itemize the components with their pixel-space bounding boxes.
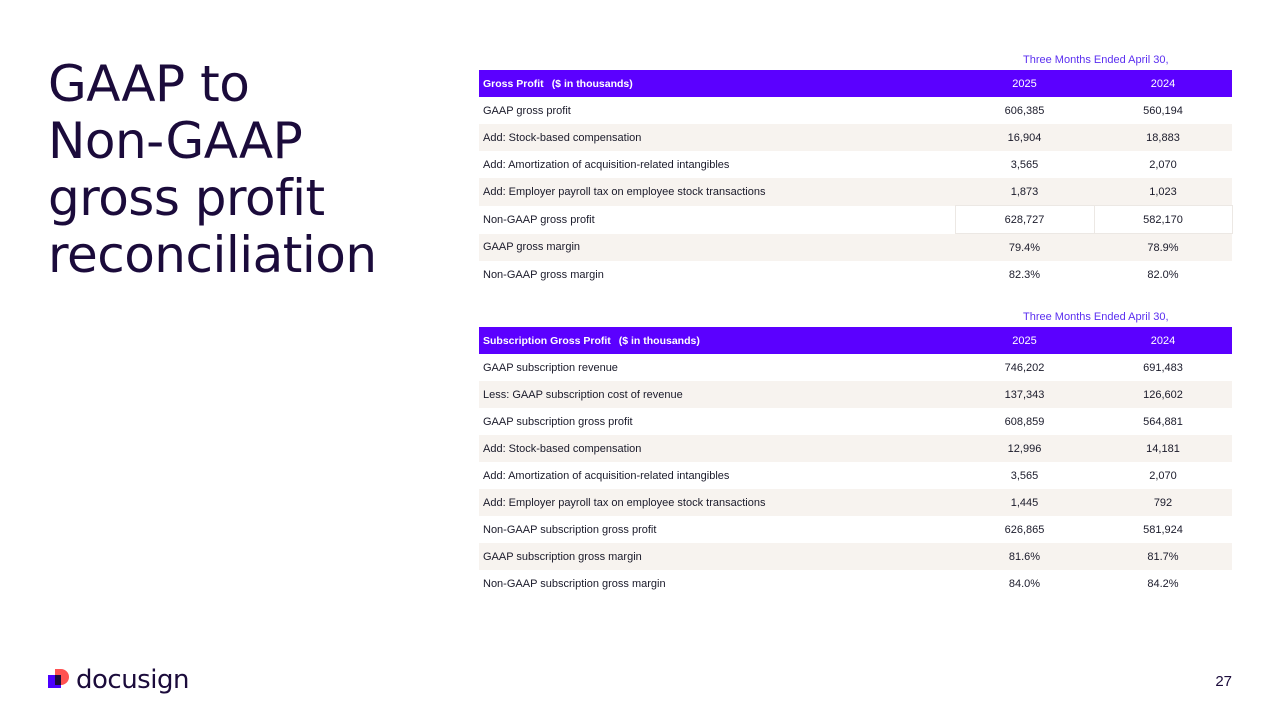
title-line: reconciliation <box>48 226 377 284</box>
row-label: Add: Employer payroll tax on employee stock transactions <box>479 489 955 516</box>
brand-name: docusign <box>76 665 189 695</box>
row-value-2024: 581,924 <box>1143 523 1183 536</box>
header-title: Gross Profit <box>483 77 544 90</box>
row-value-2025: 3,565 <box>1010 158 1039 171</box>
table-row <box>479 234 1232 262</box>
gross-profit-table <box>479 70 1233 288</box>
row-value-2025: 628,727 <box>955 206 1094 234</box>
row-value-2025: 746,202 <box>1004 361 1045 374</box>
table-row <box>479 462 1232 489</box>
table-row <box>479 206 1232 234</box>
row-label: GAAP subscription gross margin <box>479 543 955 570</box>
row-value-2025: 81.6% <box>955 543 1094 570</box>
row-value-2025: 1,445 <box>955 489 1094 516</box>
table-row <box>479 354 1232 381</box>
row-value-2025: 16,904 <box>955 124 1094 151</box>
period-label: Three Months Ended April 30, <box>1023 311 1169 323</box>
table-row <box>479 516 1232 543</box>
row-label: GAAP gross profit <box>483 104 571 117</box>
column-header-2025: 2025 <box>955 327 1094 354</box>
header-unit: ($ in thousands) <box>618 334 700 347</box>
subscription-gross-profit-table-section <box>479 307 1232 597</box>
row-label: Add: Amortization of acquisition-related intangibles <box>483 158 730 171</box>
table-header-label <box>479 70 955 97</box>
row-label: Less: GAAP subscription cost of revenue <box>479 381 955 408</box>
table-row <box>479 435 1232 462</box>
table-header-row <box>479 327 1232 354</box>
table-row <box>479 408 1232 435</box>
row-value-2024: 81.7% <box>1094 543 1232 570</box>
row-value-2024: 582,170 <box>1094 206 1232 234</box>
row-value-2024: 84.2% <box>1147 577 1179 590</box>
slide-title <box>48 56 377 284</box>
row-value-2024: 2,070 <box>1149 158 1177 171</box>
title-line: gross profit <box>48 169 325 227</box>
row-value-2025: 606,385 <box>1004 104 1045 117</box>
row-label: Non-GAAP subscription gross profit <box>483 523 657 536</box>
header-unit: ($ in thousands) <box>551 77 633 90</box>
row-label: Add: Amortization of acquisition-related intangibles <box>483 469 730 482</box>
row-label: Add: Employer payroll tax on employee stock transactions <box>479 178 955 206</box>
column-header-2024: 2024 <box>1094 70 1232 97</box>
header-title: Subscription Gross Profit <box>483 334 611 347</box>
row-value-2024: 792 <box>1094 489 1232 516</box>
row-value-2025: 608,859 <box>1004 415 1045 428</box>
row-label: Non-GAAP gross profit <box>483 213 595 226</box>
row-label: Non-GAAP subscription gross margin <box>483 577 666 590</box>
row-value-2024: 2,070 <box>1149 469 1177 482</box>
title-line: Non-GAAP <box>48 112 303 170</box>
row-value-2024: 560,194 <box>1143 104 1183 117</box>
row-label: GAAP gross margin <box>479 234 955 262</box>
row-value-2025: 1,873 <box>955 178 1094 206</box>
title-line: GAAP to <box>48 55 250 113</box>
subscription-gross-profit-table <box>479 327 1232 597</box>
table-row <box>479 381 1232 408</box>
row-value-2024: 126,602 <box>1094 381 1232 408</box>
row-value-2025: 137,343 <box>955 381 1094 408</box>
row-value-2025: 79.4% <box>955 234 1094 262</box>
row-label: Add: Stock-based compensation <box>479 124 955 151</box>
column-header-2025: 2025 <box>955 70 1094 97</box>
table-header-row <box>479 70 1232 97</box>
row-value-2024: 18,883 <box>1094 124 1232 151</box>
table-header-label <box>479 327 955 354</box>
table-row <box>479 97 1232 124</box>
row-value-2024: 82.0% <box>1147 268 1179 281</box>
row-value-2024: 564,881 <box>1143 415 1183 428</box>
row-value-2024: 1,023 <box>1094 178 1232 206</box>
table-row <box>479 543 1232 570</box>
row-label: Add: Stock-based compensation <box>479 435 955 462</box>
table-row <box>479 489 1232 516</box>
page-number: 27 <box>1215 673 1232 690</box>
docusign-logo <box>48 665 189 695</box>
row-value-2025: 84.0% <box>1008 577 1041 590</box>
row-value-2025: 82.3% <box>1008 268 1041 281</box>
row-value-2025: 626,865 <box>1004 523 1045 536</box>
table-row <box>479 261 1232 288</box>
row-label: GAAP subscription revenue <box>483 361 618 374</box>
row-label: GAAP subscription gross profit <box>483 415 633 428</box>
table-row <box>479 178 1232 206</box>
row-label: Non-GAAP gross margin <box>483 268 604 281</box>
period-label: Three Months Ended April 30, <box>1023 54 1169 66</box>
table-row <box>479 124 1232 151</box>
gross-profit-table-section <box>479 50 1232 288</box>
table-row <box>479 570 1232 597</box>
table-row <box>479 151 1232 178</box>
row-value-2025: 12,996 <box>955 435 1094 462</box>
row-value-2024: 78.9% <box>1094 234 1232 262</box>
row-value-2025: 3,565 <box>1010 469 1039 482</box>
row-value-2024: 691,483 <box>1143 361 1183 374</box>
column-header-2024: 2024 <box>1094 327 1232 354</box>
docusign-logo-icon <box>48 668 70 692</box>
row-value-2024: 14,181 <box>1094 435 1232 462</box>
